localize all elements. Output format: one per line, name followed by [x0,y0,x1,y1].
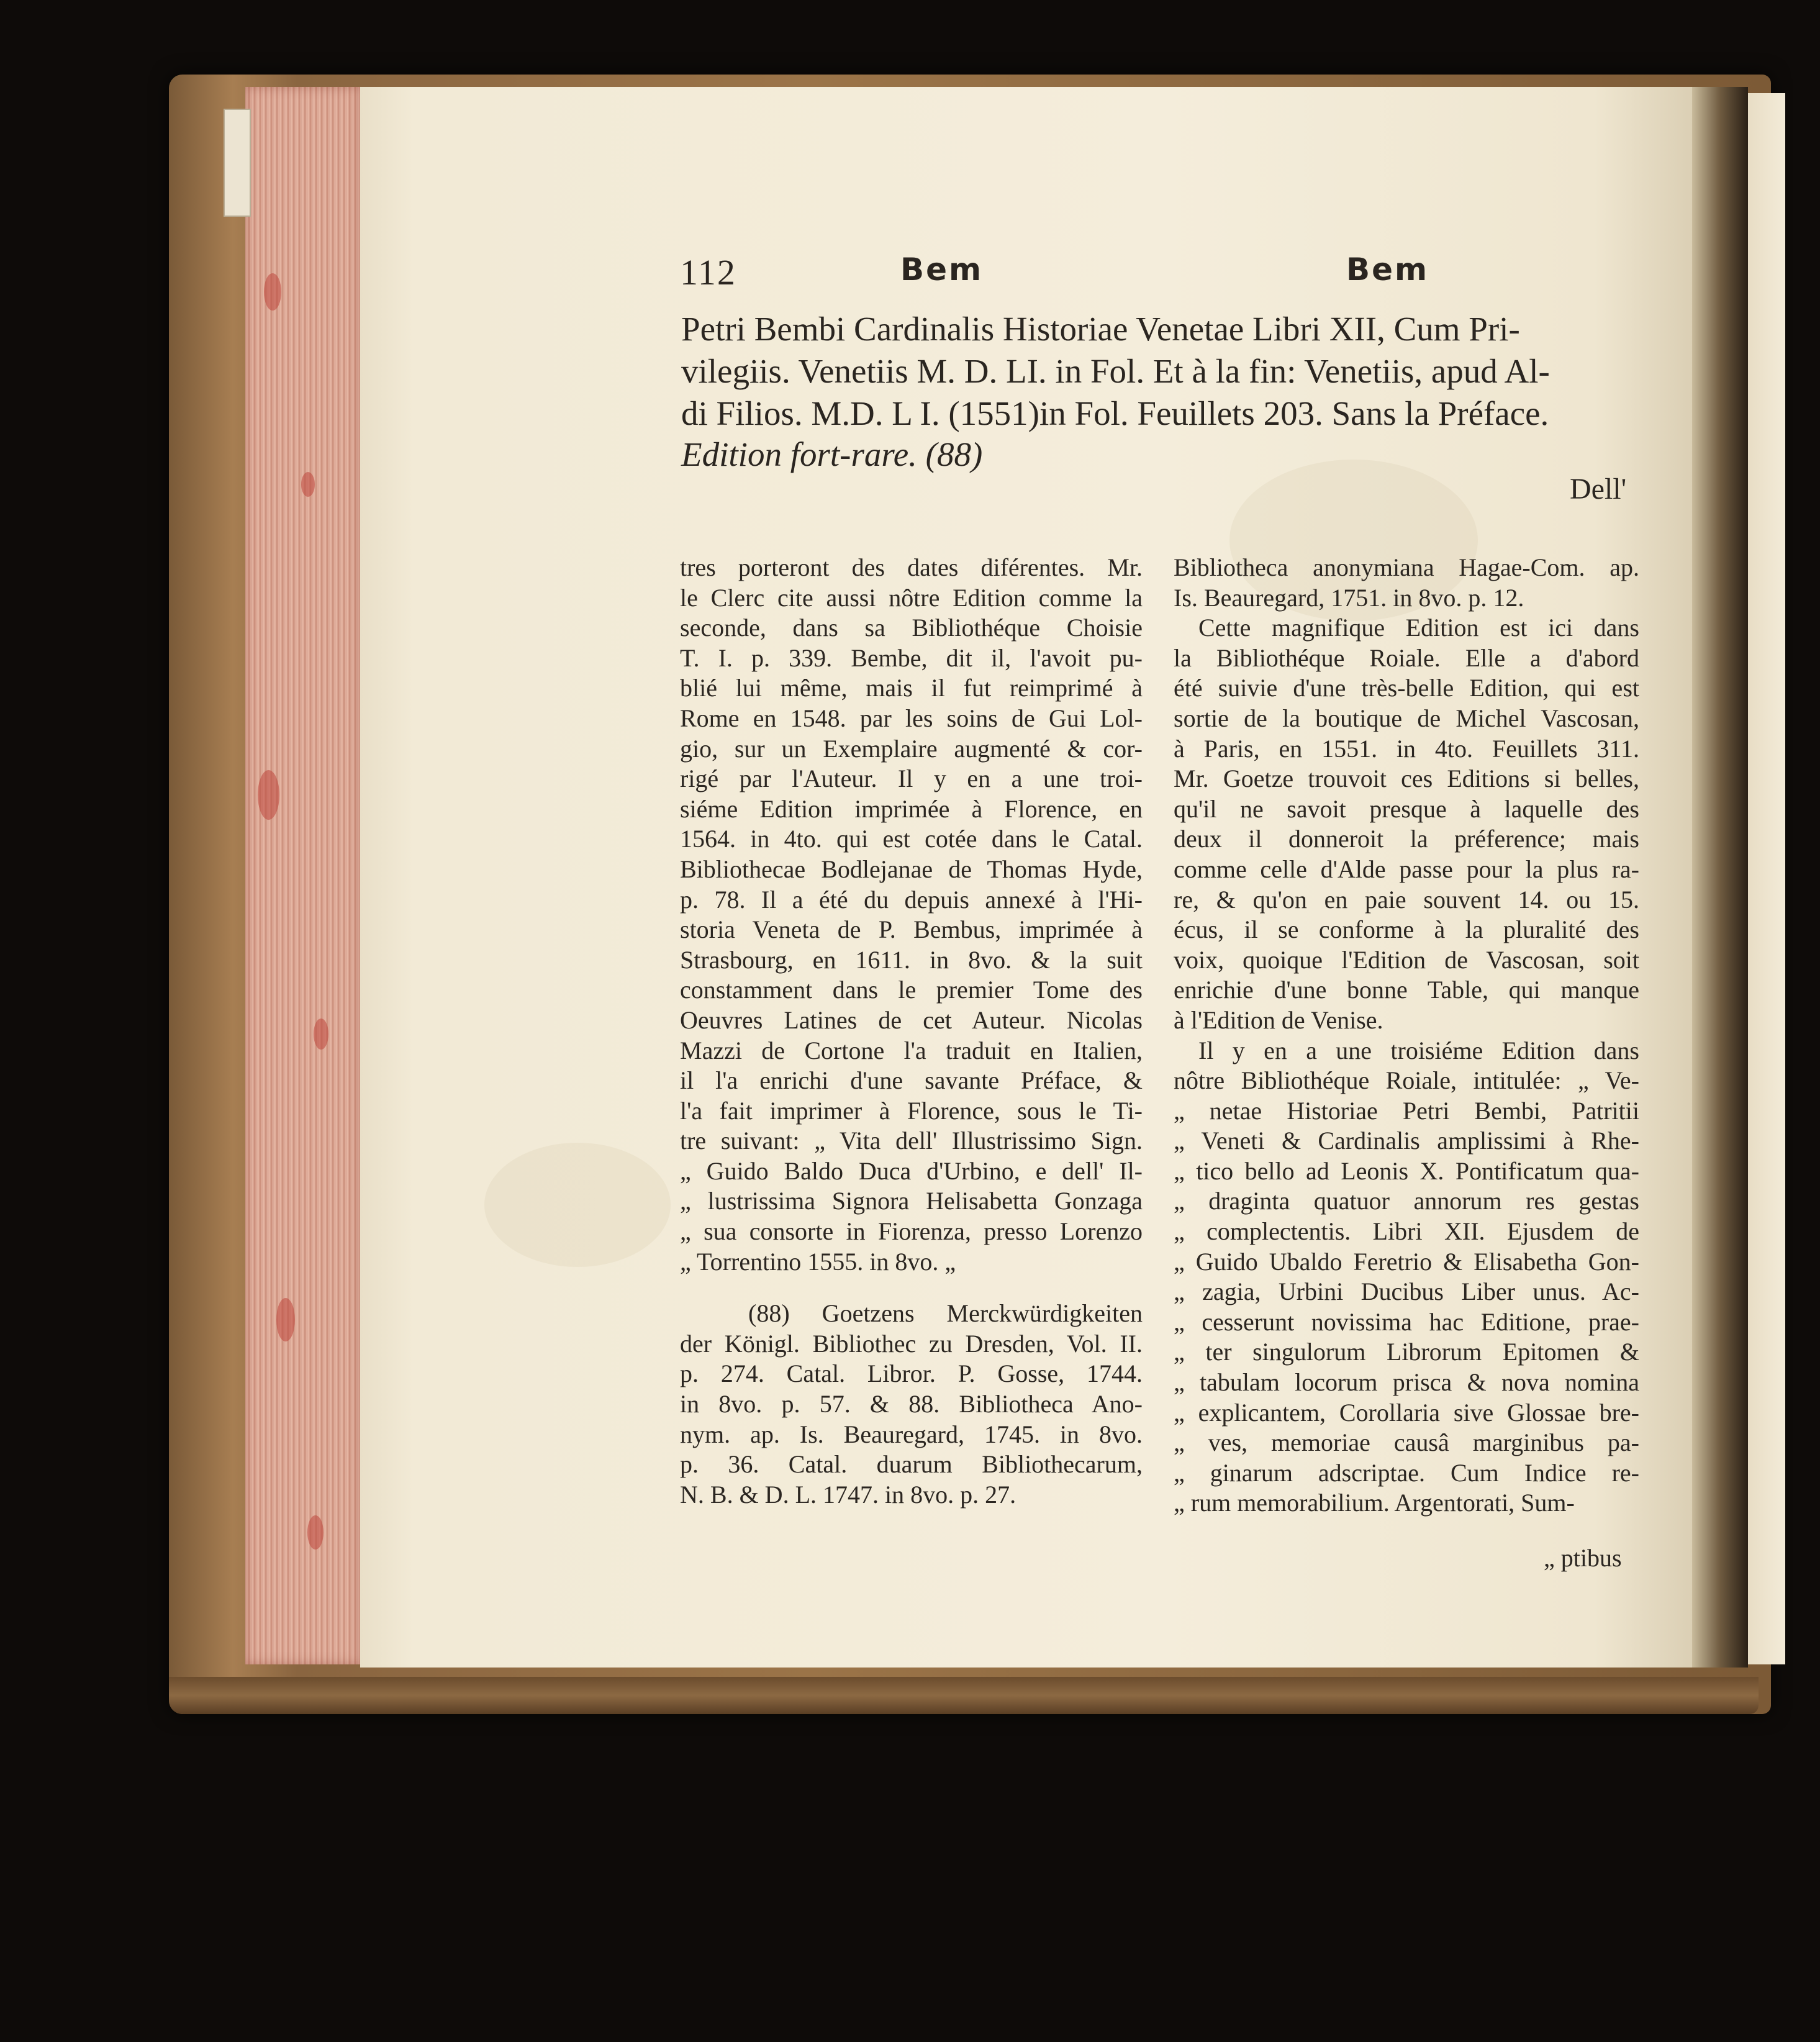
catchword-bottom: „ ptibus [1544,1544,1622,1572]
running-title-left: Bem [900,252,984,288]
left-column-line-6: Rome en 1548. par les soins de Gui Lol- [680,704,1143,732]
footnote-line-4: in 8vo. p. 57. & 88. Bibliotheca Ano- [680,1390,1143,1418]
right-column-line-23: „ complectentis. Libri XII. Ejusdem de [1174,1217,1639,1246]
right-column-line-19: „ netae Historiae Petri Bembi, Patritii [1174,1096,1639,1125]
left-column-line-3: seconde, dans sa Bibliothéque Choisie [680,614,1143,642]
entry-heading-line-2: vilegiis. Venetiis M. D. LI. in Fol. Et à la fin: Venetiis, apud Al- [681,352,1550,390]
right-column-line-29: „ explicantem, Corollaria sive Glossae bre- [1174,1398,1639,1427]
right-column-line-32: „ rum memorabilium. Argentorati, Sum- [1174,1489,1575,1517]
footnote-line-7: N. B. & D. L. 1747. in 8vo. p. 27. [680,1480,1016,1509]
book-gutter [1692,87,1748,1668]
right-column-line-15: enrichie d'une bonne Table, qui manque [1174,976,1639,1004]
left-column-line-11: Bibliothecae Bodlejanae de Thomas Hyde, [680,855,1143,883]
left-column-line-7: gio, sur un Exemplaire augmenté & cor- [680,734,1143,763]
right-column-line-1: Bibliotheca anonymiana Hagae-Com. ap. [1174,553,1639,581]
right-column [1174,553,1639,1518]
right-column-line-11: comme celle d'Alde passe pour la plus ra- [1174,855,1639,883]
left-column-line-2: le Clerc cite aussi nôtre Edition comme la [680,583,1143,612]
page-block-edge [245,87,360,1664]
left-column-line-10: 1564. in 4to. qui est cotée dans le Catal. [680,825,1143,853]
left-column-line-5: blié lui même, mais il fut reimprimé à [680,674,1143,702]
right-column-line-3: Cette magnifique Edition est ici dans [1198,614,1639,642]
book-cover-bottom-edge [169,1677,1759,1714]
left-column-line-4: T. I. p. 339. Bembe, dit il, l'avoit pu- [680,643,1143,672]
right-column-line-4: la Bibliothéque Roiale. Elle a d'abord [1174,643,1639,672]
left-column-line-15: constamment dans le premier Tome des [680,976,1143,1004]
left-column-line-18: il l'a enrichi d'une savante Préface, & [680,1066,1143,1095]
entry-heading-line-4: Edition fort-rare. (88) [681,435,983,473]
left-column-line-19: l'a fait imprimer à Florence, sous le Ti- [680,1096,1143,1125]
right-column-line-9: qu'il ne savoit presque à laquelle des [1174,794,1639,823]
right-column-line-20: „ Veneti & Cardinalis amplissimi à Rhe- [1174,1127,1639,1155]
facing-page-edge [1748,93,1785,1664]
right-column-line-5: été suivie d'une très-belle Edition, qui est [1174,674,1639,702]
entry-heading-line-1: Petri Bembi Cardinalis Historiae Venetae Libri XII, Cum Pri- [681,310,1520,348]
right-column-line-10: deux il donneroit la préference; mais [1174,825,1639,853]
footnote-line-6: p. 36. Catal. duarum Bibliothecarum, [680,1450,1143,1479]
right-column-line-16: à l'Edition de Venise. [1174,1005,1383,1034]
right-column-line-21: „ tico bello ad Leonis X. Pontificatum qua- [1174,1156,1639,1185]
right-column-line-2: Is. Beauregard, 1751. in 8vo. p. 12. [1174,583,1524,612]
footnote-88 [680,1299,1143,1510]
footnote-line-5: nym. ap. Is. Beauregard, 1745. in 8vo. [680,1420,1143,1448]
left-column-line-13: storia Veneta de P. Bembus, imprimée à [680,915,1143,944]
footnote-line-3: p. 274. Catal. Libror. P. Gosse, 1744. [680,1359,1143,1388]
right-column-line-12: re, & qu'on en paie souvent 14. ou 15. [1174,885,1639,914]
right-column-line-27: „ ter singulorum Librorum Epitomen & [1174,1338,1639,1366]
right-column-line-25: „ zagia, Urbini Ducibus Liber unus. Ac- [1174,1277,1639,1306]
left-column-line-9: siéme Edition imprimée à Florence, en [680,794,1143,823]
left-column-line-24: „ Torrentino 1555. in 8vo. „ [680,1247,956,1276]
left-column-line-12: p. 78. Il a été du depuis annexé à l'Hi- [680,885,1143,914]
right-column-line-8: Mr. Goetze trouvoit ces Editions si belles, [1174,765,1639,793]
right-column-line-18: nôtre Bibliothéque Roiale, intitulée: „ Ve- [1174,1066,1639,1095]
right-column-line-17: Il y en a une troisiéme Edition dans [1198,1036,1639,1064]
left-column-body [680,553,1143,1277]
right-column-line-31: „ ginarum adscriptae. Cum Indice re- [1174,1458,1639,1487]
right-column-line-28: „ tabulam locorum prisca & nova nomina [1174,1368,1639,1397]
left-column-line-21: „ Guido Baldo Duca d'Urbino, e dell' Il- [680,1156,1143,1185]
right-column-line-7: à Paris, en 1551. in 4to. Feuillets 311. [1174,734,1639,763]
running-title-right: Bem [1346,252,1429,288]
right-column-line-30: „ ves, memoriae causâ marginibus pa- [1174,1428,1639,1457]
left-column-line-8: rigé par l'Auteur. Il y en a une troi- [680,765,1143,793]
left-column-line-20: tre suivant: „ Vita dell' Illustrissimo Sign. [680,1127,1143,1155]
right-column-line-26: „ cesserunt novissima hac Editione, prae- [1174,1307,1639,1336]
right-column-line-14: voix, quoique l'Edition de Vascosan, soit [1174,945,1639,974]
left-column-line-1: tres porteront des dates diférentes. Mr. [680,553,1143,581]
left-column-line-16: Oeuvres Latines de cet Auteur. Nicolas [680,1005,1143,1034]
right-column-line-6: sortie de la boutique de Michel Vascosan, [1174,704,1639,732]
left-column-line-14: Strasbourg, en 1611. in 8vo. & la suit [680,945,1143,974]
left-column [680,553,1143,1510]
entry-heading-line-3: di Filios. M.D. L I. (1551)in Fol. Feuillets 203. Sans la Préface. [681,394,1549,432]
right-column-body [1174,553,1639,1518]
left-column-line-23: „ sua consorte in Fiorenza, presso Lorenzo [680,1217,1143,1246]
right-column-line-24: „ Guido Ubaldo Feretrio & Elisabetha Gon- [1174,1247,1639,1276]
footnote-line-1: (88) Goetzens Merckwürdigkeiten [748,1299,1143,1328]
right-column-line-22: „ draginta quatuor annorum res gestas [1174,1187,1639,1215]
right-column-line-13: écus, il se conforme à la pluralité des [1174,915,1639,944]
bookmark-strip [224,109,251,217]
footnote-line-2: der Königl. Bibliothec zu Dresden, Vol. II. [680,1329,1143,1358]
page-number: 112 [680,252,736,293]
left-column-line-17: Mazzi de Cortone l'a traduit en Italien, [680,1036,1143,1064]
left-column-line-22: „ lustrissima Signora Helisabetta Gonzaga [680,1187,1143,1215]
catchword-top: Dell' [1570,473,1627,506]
